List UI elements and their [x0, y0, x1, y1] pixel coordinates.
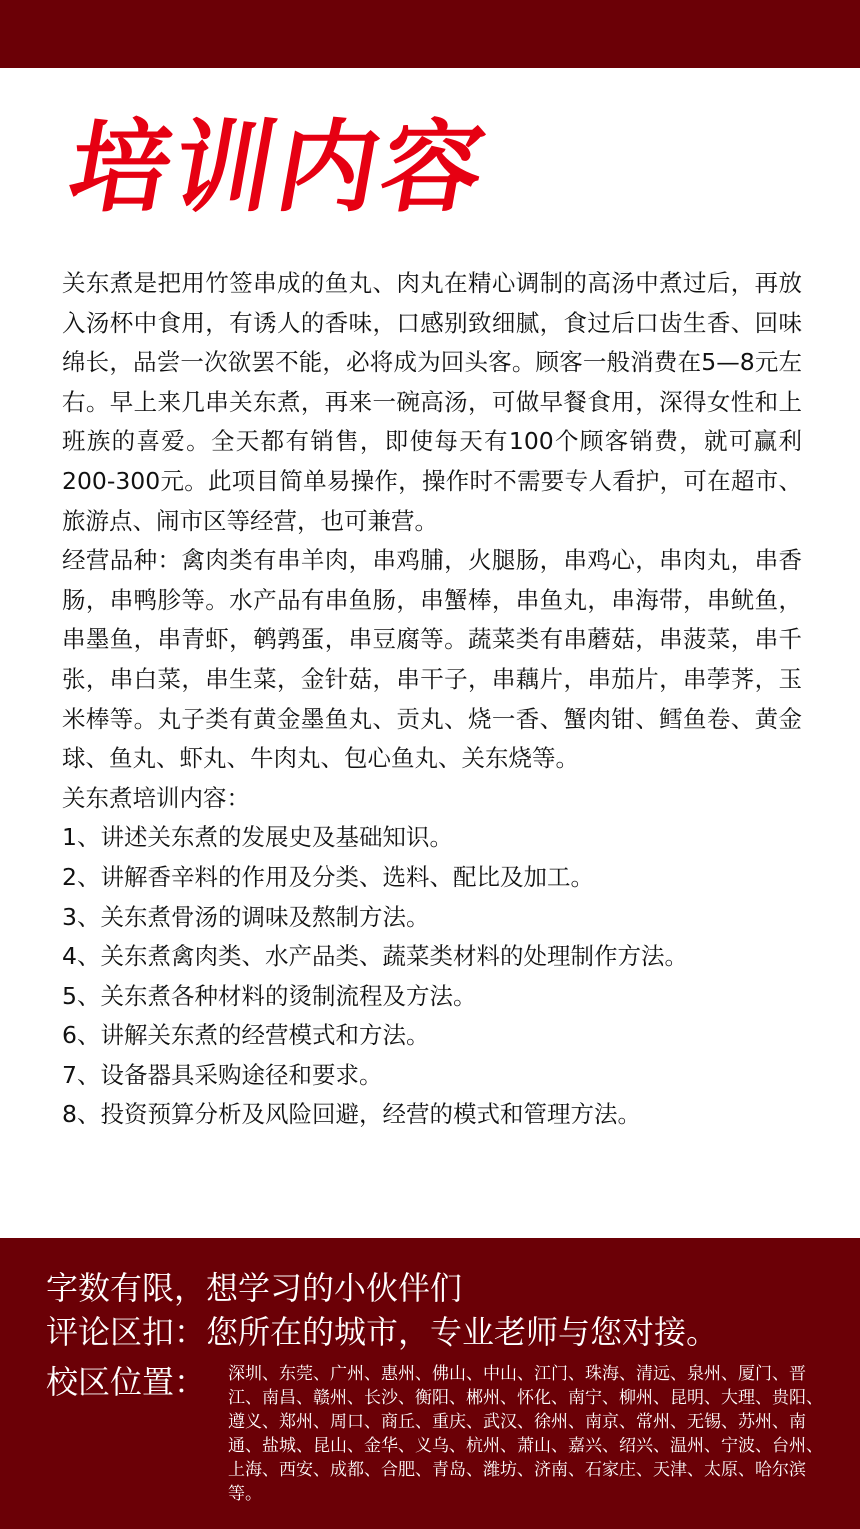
page-title: 培训内容	[60, 109, 497, 226]
article-content	[62, 264, 802, 1135]
training-item: 8、投资预算分析及风险回避，经营的模式和管理方法。	[62, 1100, 641, 1129]
campus-label: 校区位置：	[46, 1363, 207, 1401]
training-heading: 关东煮培训内容：	[62, 783, 250, 812]
top-band	[0, 0, 860, 68]
footer-line-2: 评论区扣：您所在的城市，专业老师与您对接。	[46, 1313, 719, 1351]
training-item: 4、关东煮禽肉类、水产品类、蔬菜类材料的处理制作方法。	[62, 942, 688, 971]
intro-paragraph: 关东煮是把用竹签串成的鱼丸、肉丸在精心调制的高汤中煮过后，再放入汤杯中食用，有诱人的香味，口感别致细腻，食过后口齿生香、回味绵长，品尝一次欲罢不能，必将成为回头客。顾客一般消费在5—8元左右。早上来几串关东煮，再来一碗高汤，可做早餐食用，深得女性和上班族的喜爱。全天都有销售，即使每天有100个顾客销费，就可赢利200-300元。此项目简单易操作，操作时不需要专人看护，可在超市、旅游点、闹市区等经营，也可兼营。	[62, 269, 802, 535]
training-item: 1、讲述关东煮的发展史及基础知识。	[62, 823, 453, 852]
footer-band	[0, 1238, 860, 1529]
training-item: 3、关东煮骨汤的调味及熬制方法。	[62, 902, 430, 931]
training-list	[62, 818, 802, 1135]
training-item: 6、讲解关东煮的经营模式和方法。	[62, 1021, 430, 1050]
training-item: 5、关东煮各种材料的烫制流程及方法。	[62, 981, 477, 1010]
footer-line-1: 字数有限，想学习的小伙伴们	[46, 1269, 463, 1307]
products-paragraph: 经营品种：禽肉类有串羊肉，串鸡脯，火腿肠，串鸡心，串肉丸，串香肠，串鸭胗等。水产品有串鱼肠，串蟹棒，串鱼丸，串海带，串鱿鱼，串墨鱼，串青虾，鹌鹑蛋，串豆腐等。蔬菜类有串蘑菇，串菠菜，串千张，串白菜，串生菜，金针菇，串干子，串藕片，串茄片，串荸荠，玉米棒等。丸子类有黄金墨鱼丸、贡丸、烧一香、蟹肉钳、鳕鱼卷、黄金球、鱼丸、虾丸、牛肉丸、包心鱼丸、关东烧等。	[62, 546, 802, 773]
training-item: 7、设备器具采购途径和要求。	[62, 1060, 383, 1089]
campus-list: 深圳、东莞、广州、惠州、佛山、中山、江门、珠海、清远、泉州、厦门、晋江、南昌、赣州、长沙、衡阳、郴州、怀化、南宁、柳州、昆明、大理、贵阳、遵义、郑州、周口、商丘、重庆、武汉、徐州、南京、常州、无锡、苏州、南通、盐城、昆山、金华、义乌、杭州、萧山、嘉兴、绍兴、温州、宁波、台州、上海、西安、成都、合肥、青岛、潍坊、济南、石家庄、天津、太原、哈尔滨等。	[228, 1364, 823, 1504]
training-item: 2、讲解香辛料的作用及分类、选料、配比及加工。	[62, 862, 594, 891]
